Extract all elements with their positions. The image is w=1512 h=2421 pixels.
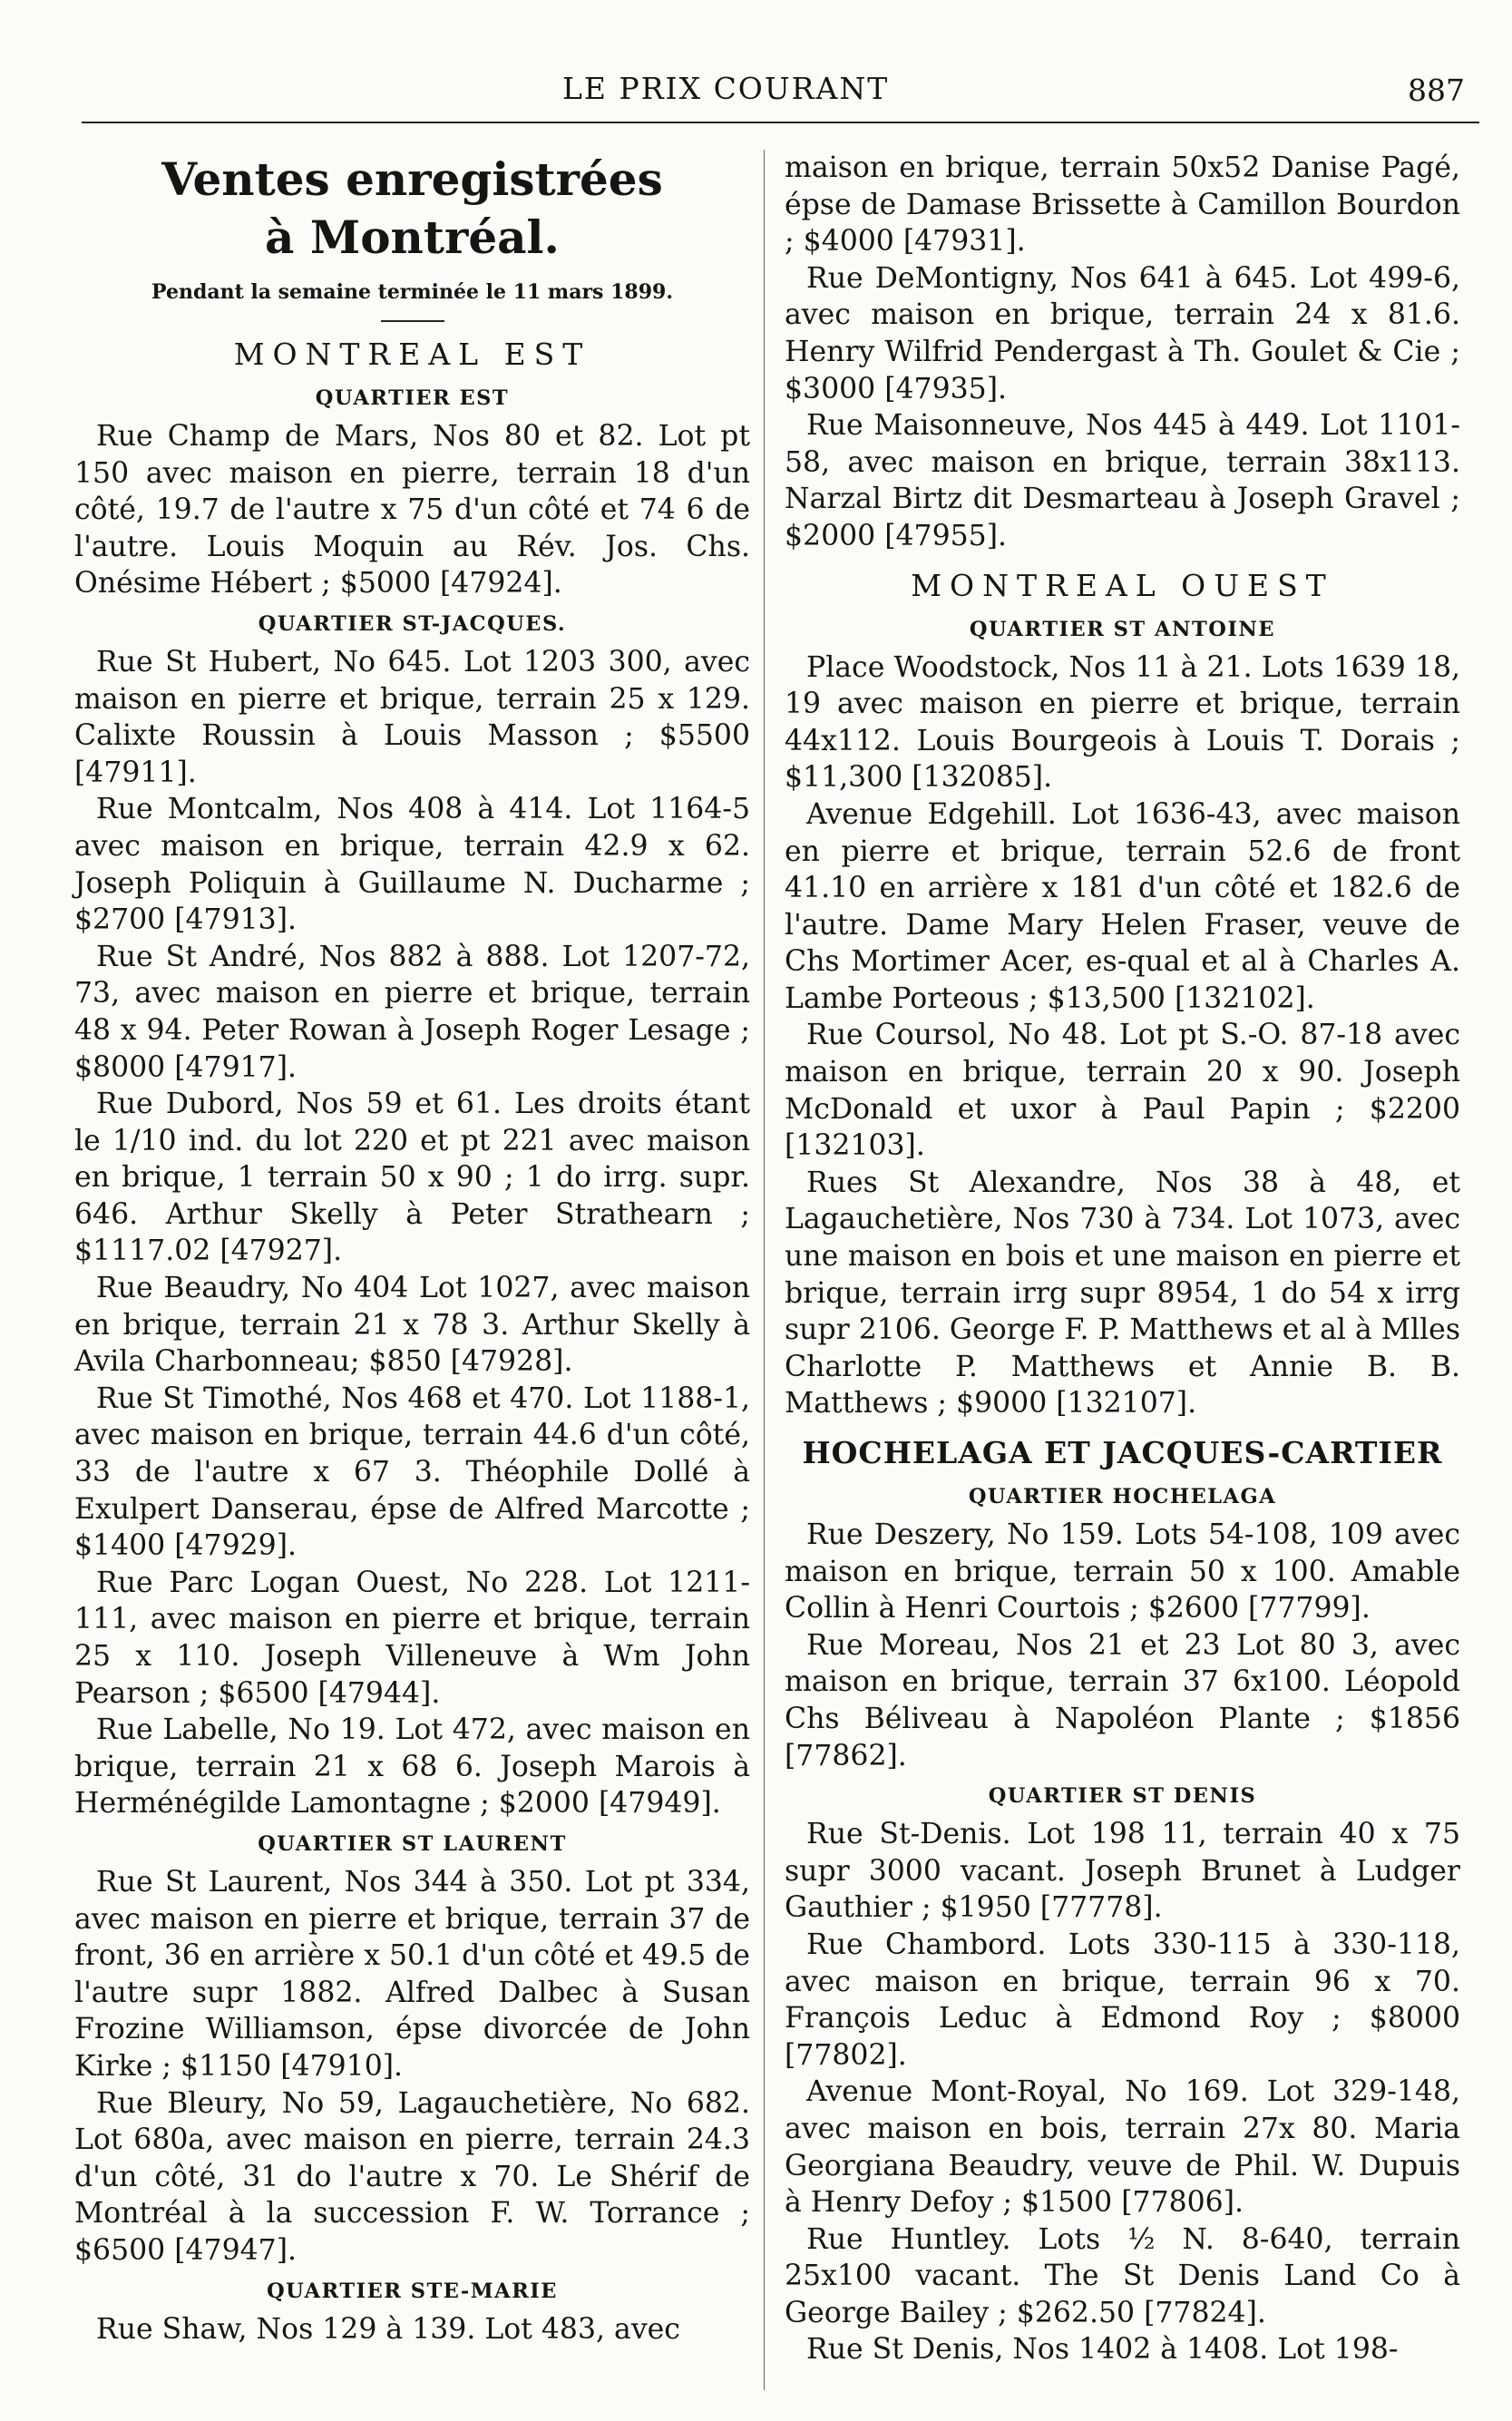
- quarter-heading: QUARTIER HOCHELAGA: [968, 1485, 1277, 1508]
- sale-entry: Rue Labelle, No 19. Lot 472, avec maison en brique, terrain 21 x 68 6. Joseph Marois à Herménégilde Lamontagne ; $2000 [47949].: [74, 1713, 750, 1821]
- sale-entry: Rue Dubord, Nos 59 et 61. Les droits étant le 1/10 ind. du lot 220 et pt 221 avec maison en brique, 1 terrain 50 x 90 ; 1 do irrg. supr. 646. Arthur Skelly à Peter Strathearn ; $1117.02 [47927].: [74, 1088, 750, 1268]
- quarter-heading: QUARTIER ST-JACQUES.: [258, 611, 567, 636]
- sale-entry: Rue Huntley. Lots ½ N. 8-640, terrain 25x100 vacant. The St Denis Land Co à George Bailey ; $262.50 [77824].: [785, 2222, 1460, 2329]
- district-heading-montreal-ouest: MONTREAL OUEST: [911, 567, 1334, 603]
- sale-entry: Avenue Mont-Royal, No 169. Lot 329-148, avec maison en bois, terrain 27x 80. Maria Georgiana Beaudry, veuve de Phil. W. Dupuis à Henry Defoy ; $1500 [77806].: [785, 2075, 1460, 2220]
- sale-entry: Rue Parc Logan Ouest, No 228. Lot 1211-111, avec maison en pierre et brique, terrain 25 x 110. Joseph Villeneuve à Wm John Pearson ; $6500 [47944].: [74, 1566, 750, 1710]
- district-heading-montreal-est: MONTREAL EST: [233, 337, 591, 372]
- sale-entry: Rue Moreau, Nos 21 et 23 Lot 80 3, avec maison en brique, terrain 37 6x100. Léopold Chs Béliveau à Napoléon Plante ; $1856 [77862].: [785, 1628, 1460, 1772]
- title-rule: [381, 320, 444, 322]
- column-divider: [764, 150, 765, 2390]
- sale-entry: Rue St André, Nos 882 à 888. Lot 1207-72, 73, avec maison en pierre et brique, terrain 48 x 94. Peter Rowan à Joseph Roger Lesage ; $8000 [47917].: [74, 940, 750, 1084]
- sale-entry: Rue Shaw, Nos 129 à 139. Lot 483, avec: [96, 2312, 680, 2346]
- sale-entry: Rue St Denis, Nos 1402 à 1408. Lot 198-: [806, 2333, 1399, 2367]
- sale-entry: Rue St Laurent, Nos 344 à 350. Lot pt 334, avec maison en pierre et brique, terrain 37 de front, 36 en arrière x 50.1 d'un côté et 49.5 de l'autre supr 1882. Alfred Dalbec à Susan Frozine Williamson, épse divorcée de John Kirke ; $1150 [47910].: [74, 1865, 750, 2083]
- sale-entry: Rue St-Denis. Lot 198 11, terrain 40 x 75 supr 3000 vacant. Joseph Brunet à Ludger Gauthier ; $1950 [77778].: [785, 1818, 1460, 1925]
- sale-entry: Rue St Timothé, Nos 468 et 470. Lot 1188-1, avec maison en brique, terrain 44.6 d'un côté, 33 de l'autre x 67 3. Théophile Dollé à Exulpert Danserau, épse de Alfred Marcotte ; $1400 [47929].: [74, 1381, 750, 1563]
- quarter-heading: QUARTIER ST ANTOINE: [969, 617, 1276, 641]
- sale-entry: Rue Beaudry, No 404 Lot 1027, avec maison en brique, terrain 21 x 78 3. Arthur Skelly à Avila Charbonneau; $850 [47928].: [74, 1272, 750, 1379]
- district-heading-hochelaga: HOCHELAGA ET JACQUES-CARTIER: [802, 1435, 1443, 1470]
- running-head: [0, 56, 1512, 111]
- article-title-line2: à Montréal.: [265, 210, 560, 264]
- sale-entry: Rue Champ de Mars, Nos 80 et 82. Lot pt 150 avec maison en pierre, terrain 18 d'un côté, 19.7 de l'autre x 75 d'un côté et 74 6 de l'autre. Louis Moquin au Rév. Jos. Chs. Onésime Hébert ; $5000 [47924].: [74, 420, 750, 600]
- sale-entry: Rue St Hubert, No 645. Lot 1203 300, avec maison en pierre et brique, terrain 25 x 129. Calixte Roussin à Louis Masson ; $5500 [47911].: [74, 645, 750, 789]
- sale-entry: Rue Coursol, No 48. Lot pt S.-O. 87-18 avec maison en brique, terrain 20 x 90. Joseph McDonald et uxor à Paul Papin ; $2200 [132103].: [785, 1019, 1460, 1163]
- article-subtitle: Pendant la semaine terminée le 11 mars 1899.: [151, 280, 673, 304]
- header-rule: [82, 122, 1479, 123]
- sale-entry: Rue Deszery, No 159. Lots 54-108, 109 avec maison en brique, terrain 50 x 100. Amable Collin à Henri Courtois ; $2600 [77799].: [785, 1518, 1460, 1625]
- quarter-heading: QUARTIER EST: [315, 386, 510, 410]
- quarter-heading: QUARTIER ST DENIS: [988, 1784, 1257, 1809]
- sale-entry: Rues St Alexandre, Nos 38 à 48, et Lagauchetière, Nos 730 à 734. Lot 1073, avec une maison en bois et une maison en pierre et brique, terrain irrg supr 8954, 1 do 54 x irrg supr 2106. George F. P. Matthews et al à Mlles Charlotte P. Matthews et Annie B. B. Matthews ; $9000 [132107].: [785, 1166, 1460, 1420]
- sale-entry: Rue Montcalm, Nos 408 à 414. Lot 1164-5 avec maison en brique, terrain 42.9 x 62. Joseph Poliquin à Guillaume N. Ducharme ; $2700 [47913].: [74, 793, 750, 937]
- quarter-heading: QUARTIER ST LAURENT: [258, 1831, 567, 1856]
- sale-entry: Rue Chambord. Lots 330-115 à 330-118, avec maison en brique, terrain 96 x 70. François Leduc à Edmond Roy ; $8000 [77802].: [785, 1928, 1460, 2072]
- sale-entry-continued: maison en brique, terrain 50x52 Danise Pagé, épse de Damase Brissette à Camillon Bourdon ; $4000 [47931].: [785, 151, 1460, 259]
- right-column: [785, 150, 1460, 2368]
- article-title-line1: Ventes enregistrées: [161, 152, 663, 206]
- sale-entry: Rue Bleury, No 59, Lagauchetière, No 682. Lot 680a, avec maison en pierre, terrain 24.3 d'un côté, 31 do l'autre x 70. Le Shérif de Montréal à la succession F. W. Torrance ; $6500 [47947].: [74, 2086, 750, 2267]
- running-title: LE PRIX COURANT: [562, 71, 890, 106]
- sale-entry: Place Woodstock, Nos 11 à 21. Lots 1639 18, 19 avec maison en pierre et brique, terrain 44x112. Louis Bourgeois à Louis T. Dorais ; $11,300 [132085].: [785, 650, 1460, 795]
- sale-entry: Avenue Edgehill. Lot 1636-43, avec maison en pierre et brique, terrain 52.6 de front 41.10 en arrière x 181 d'un côté et 182.6 de l'autre. Dame Mary Helen Fraser, veuve de Chs Mortimer Acer, es-qual et al à Charles A. Lambe Porteous ; $13,500 [132102].: [785, 797, 1460, 1015]
- page-number: 887: [1408, 73, 1465, 108]
- sale-entry: Rue DeMontigny, Nos 641 à 645. Lot 499-6, avec maison en brique, terrain 24 x 81.6. Henry Wilfrid Pendergast à Th. Goulet & Cie ; $3000 [47935].: [785, 261, 1460, 405]
- left-column: [74, 150, 750, 2348]
- quarter-heading: QUARTIER STE-MARIE: [267, 2279, 558, 2303]
- sale-entry: Rue Maisonneuve, Nos 445 à 449. Lot 1101-58, avec maison en brique, terrain 38x113. Narzal Birtz dit Desmarteau à Joseph Gravel ; $2000 [47955].: [785, 409, 1460, 552]
